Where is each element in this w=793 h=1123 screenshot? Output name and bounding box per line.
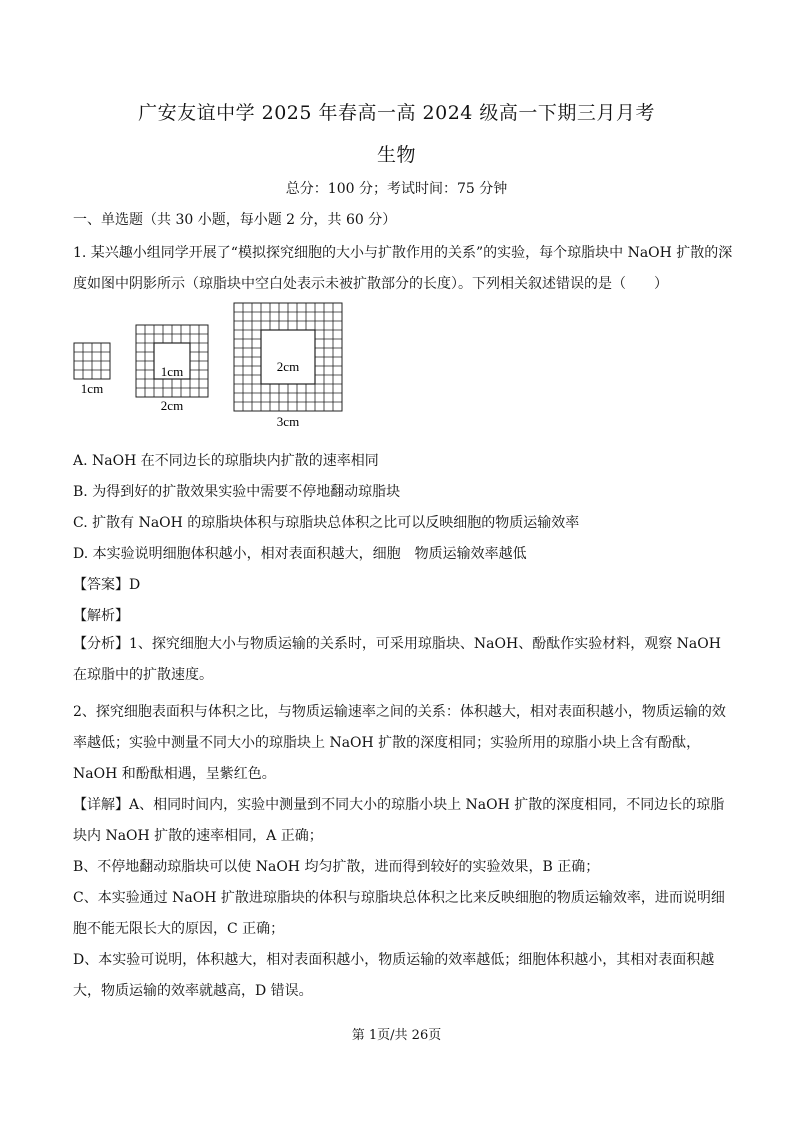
section-heading: 一、单选题（共 30 小题，每小题 2 分，共 60 分） [73,212,397,228]
analysis-paragraph-2: 2、探究细胞表面积与体积之比，与物质运输速率之间的关系：体积越大，相对表面积越小，物质运输的效率越低；实验中测量不同大小的琼脂块上 NaOH 扩散的深度相同；实验所用的琼脂小块上含有酚酞，NaOH 和酚酞相遇，呈紫红色。 [73,704,726,782]
option-b: B. 为得到好的扩散效果实验中需要不停地翻动琼脂块 [73,484,401,500]
analysis-label: 【解析】 [73,608,129,624]
cube-1cm [74,343,110,379]
subject-title: 生物 [376,144,416,166]
answer-label: 【答案】D [73,577,141,593]
detail-b: B、不停地翻动琼脂块可以使 NaOH 均匀扩散，进而得到较好的实验效果，B 正确； [73,859,600,875]
exam-meta: 总分：100 分；考试时间：75 分钟 [285,181,508,197]
cube3-outer-label: 3cm [276,414,300,429]
detail-d: D、本实验可说明，体积越大，相对表面积越小，物质运输的效率越低；细胞体积越小，其相对表面积越大，物质运输的效率就越高，D 错误。 [73,952,715,999]
cube2-outer-label: 2cm [160,398,184,413]
agar-cubes-diagram [70,298,390,440]
cube1-label: 1cm [80,381,104,396]
option-a: A. NaOH 在不同边长的琼脂块内扩散的速率相同 [73,453,379,469]
detail-a: 【详解】A、相同时间内，实验中测量到不同大小的琼脂小块上 NaOH 扩散的深度相同，不同边长的琼脂块内 NaOH 扩散的速率相同，A 正确； [73,797,725,844]
detail-c: C、本实验通过 NaOH 扩散进琼脂块的体积与琼脂块总体积之比来反映细胞的物质运输效率，进而说明细胞不能无限长大的原因，C 正确； [73,890,725,937]
cube-2cm [136,325,208,397]
cube2-inner-label: 1cm [160,364,184,379]
question-stem-line1: 1. 某兴趣小组同学开展了“模拟探究细胞的大小与扩散作用的关系”的实验，每个琼脂块中 NaOH 扩散的深 [73,245,733,261]
option-c: C. 扩散有 NaOH 的琼脂块体积与琼脂块总体积之比可以反映细胞的物质运输效率 [73,515,580,531]
question-stem-line2: 度如图中阴影所示（琼脂块中空白处表示未被扩散部分的长度）。下列相关叙述错误的是（ ） [73,276,668,292]
page-footer: 第 1页/共 26页 [351,1028,442,1043]
cube3-inner-label: 2cm [276,359,300,374]
exam-title: 广安友谊中学 2025 年春高一高 2024 级高一下期三月月考 [138,102,655,124]
analysis-paragraph-1: 【分析】1、探究细胞大小与物质运输的关系时，可采用琼脂块、NaOH、酚酞作实验材料，观察 NaOH 在琼脂中的扩散速度。 [73,636,721,683]
option-d: D. 本实验说明细胞体积越小，相对表面积越大，细胞 物质运输效率越低 [73,546,527,562]
agar-cubes-figure [70,298,390,444]
cube-3cm [234,303,342,411]
